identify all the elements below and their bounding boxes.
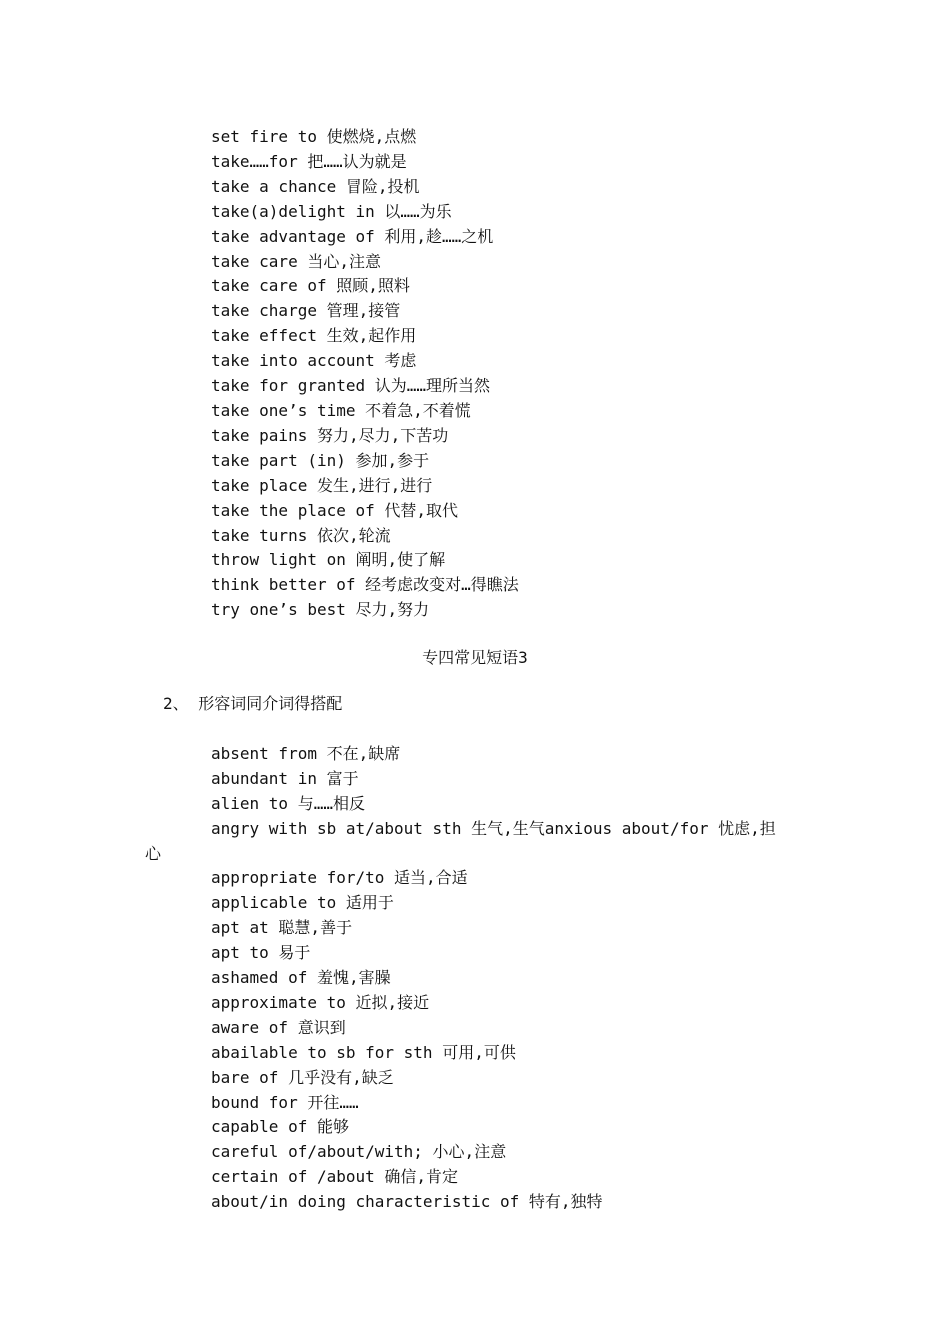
phrase-line: take charge 管理,接管: [211, 301, 401, 320]
phrase-line: apt to 易于: [211, 943, 311, 962]
phrase-line: bound for 开往……: [211, 1093, 359, 1112]
phrase-line: take one’s time 不着急,不着慌: [211, 401, 471, 420]
phrase-line: take turns 依次,轮流: [211, 526, 391, 545]
phrase-line: take effect 生效,起作用: [211, 326, 417, 345]
phrase-line: certain of /about 确信,肯定: [211, 1167, 459, 1186]
phrase-line: abailable to sb for sth 可用,可供: [211, 1043, 516, 1062]
phrase-line: take care of 照顾,照料: [211, 276, 410, 295]
phrase-line: take for granted 认为……理所当然: [211, 376, 491, 395]
phrase-line: absent from 不在,缺席: [211, 744, 401, 763]
phrase-line: take part (in) 参加,参于: [211, 451, 430, 470]
wrapped-line-continuation: 心: [145, 844, 162, 863]
section-title: 专四常见短语3: [422, 648, 528, 667]
phrase-line: take a chance 冒险,投机: [211, 177, 420, 196]
phrase-line: careful of/about/with; 小心,注意: [211, 1142, 507, 1161]
phrase-line: abundant in 富于: [211, 769, 359, 788]
phrase-line: appropriate for/to 适当,合适: [211, 868, 468, 887]
phrase-line: aware of 意识到: [211, 1018, 346, 1037]
phrase-line: take care 当心,注意: [211, 252, 381, 271]
phrase-line: approximate to 近拟,接近: [211, 993, 430, 1012]
phrase-line: think better of 经考虑改变对…得瞧法: [211, 575, 519, 594]
phrase-line: take the place of 代替,取代: [211, 501, 459, 520]
phrase-line: take advantage of 利用,趁……之机: [211, 227, 494, 246]
phrase-line: try one’s best 尽力,努力: [211, 600, 430, 619]
phrase-line: take pains 努力,尽力,下苦功: [211, 426, 449, 445]
phrase-line: take……for 把……认为就是: [211, 152, 407, 171]
phrase-line: set fire to 使燃烧,点燃: [211, 127, 417, 146]
phrase-line: ashamed of 羞愧,害臊: [211, 968, 391, 987]
phrase-line: bare of 几乎没有,缺乏: [211, 1068, 394, 1087]
phrase-line: take place 发生,进行,进行: [211, 476, 433, 495]
phrase-line: take(a)delight in 以……为乐: [211, 202, 452, 221]
phrase-line: take into account 考虑: [211, 351, 417, 370]
phrase-line: throw light on 阐明,使了解: [211, 550, 446, 569]
phrase-line: applicable to 适用于: [211, 893, 394, 912]
phrase-line: capable of 能够: [211, 1117, 349, 1136]
phrase-line: about/in doing characteristic of 特有,独特: [211, 1192, 603, 1211]
phrase-line: alien to 与……相反: [211, 794, 365, 813]
phrase-line: apt at 聪慧,善于: [211, 918, 353, 937]
phrase-line: angry with sb at/about sth 生气,生气anxious about/for 忧虑,担: [211, 819, 776, 838]
section-heading: 2、 形容词同介词得搭配: [163, 694, 343, 713]
